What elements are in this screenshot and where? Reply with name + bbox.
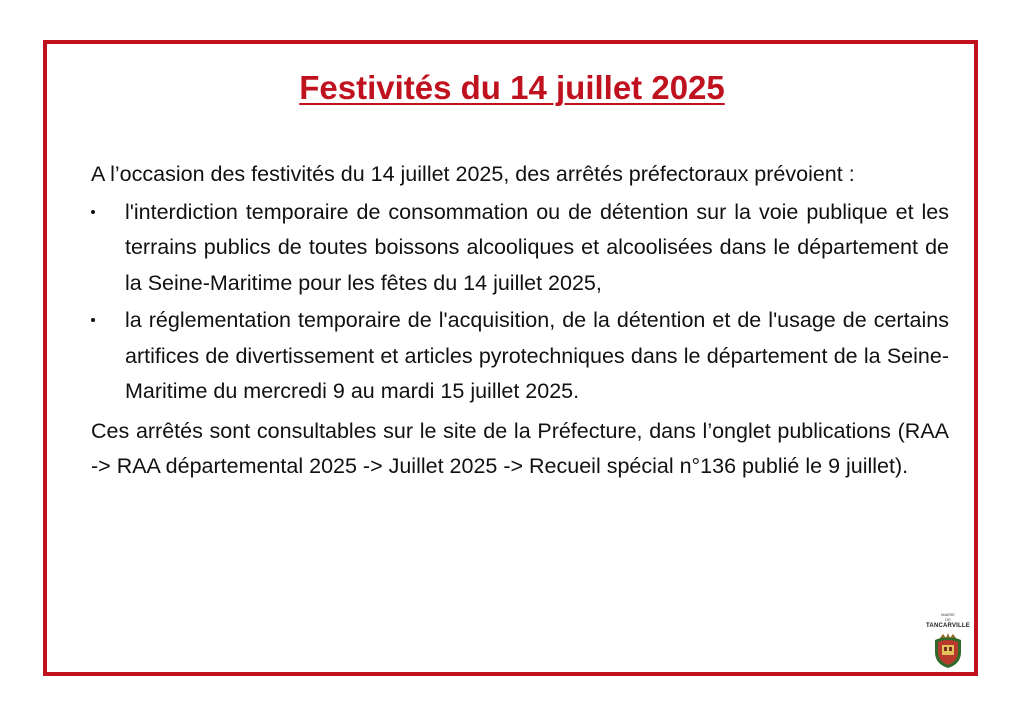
list-item-text: l'interdiction temporaire de consommation ou de détention sur la voie publique et les terrains publics de toutes boissons alcooliques et alcoolisées dans le département de la Seine-Maritime pour les fêtes du 14 juillet 2025, xyxy=(125,199,949,295)
bullet-icon xyxy=(91,210,95,214)
page-title xyxy=(0,66,1024,110)
logo-town-name: TANCARVILLE xyxy=(926,623,970,629)
closing-paragraph: Ces arrêtés sont consultables sur le site de la Préfecture, dans l’onglet publications (RAA -> RAA départemental 2025 -> Juillet 2025 -> Recueil spécial n°136 publié le 9 juillet). xyxy=(91,418,949,478)
page-title-text: Festivités du 14 juillet 2025 xyxy=(299,69,725,106)
bullet-icon xyxy=(91,318,95,322)
list-item xyxy=(91,195,949,302)
notice-body xyxy=(91,157,949,485)
town-logo xyxy=(926,612,970,674)
list-item xyxy=(91,303,949,410)
coat-of-arms-icon xyxy=(931,632,965,670)
logo-de-text: DE xyxy=(945,617,951,622)
list-item-text: la réglementation temporaire de l'acquisition, de la détention et de l'usage de certains artifices de divertissement et articles pyrotechniques dans le département de la Seine-Maritime du mercredi 9 au mardi 15 juillet 2025. xyxy=(125,308,949,403)
intro-paragraph: A l’occasion des festivités du 14 juillet 2025, des arrêtés préfectoraux prévoient : xyxy=(91,162,855,186)
decree-list xyxy=(91,195,949,410)
logo-mairie-text: MAIRIE xyxy=(941,612,955,617)
